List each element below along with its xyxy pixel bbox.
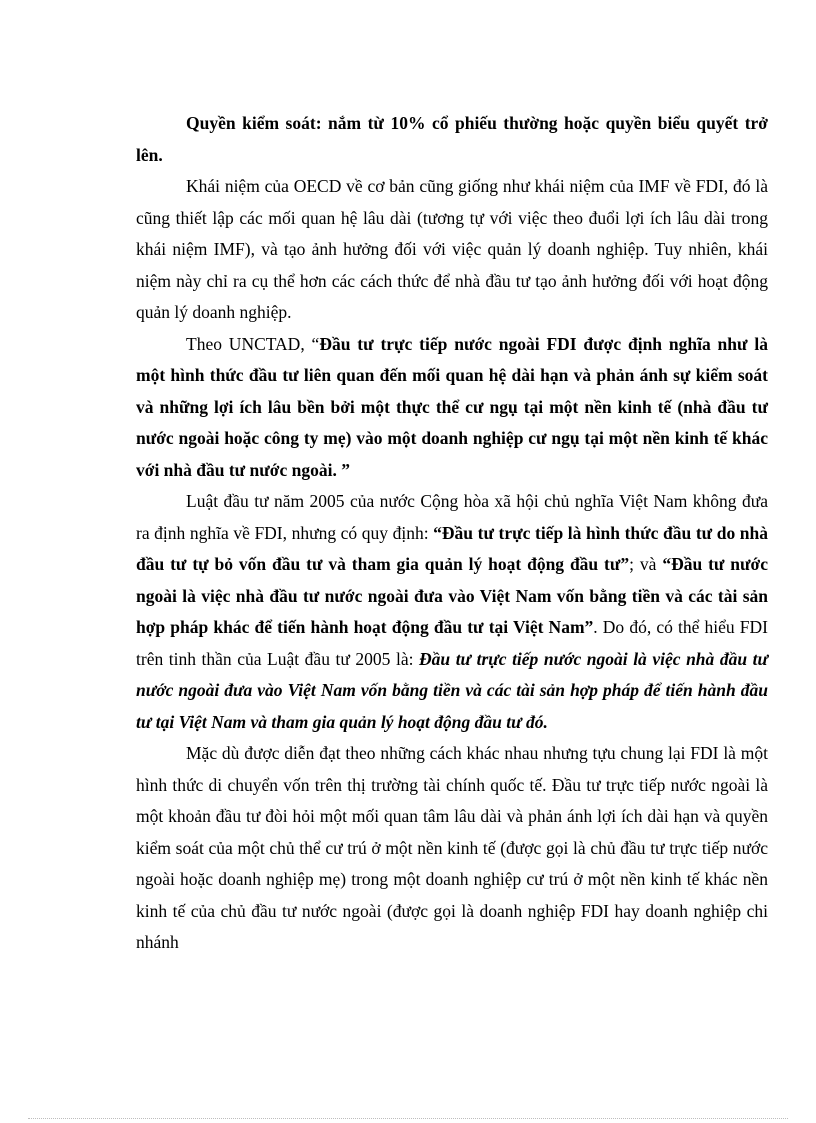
unctad-intro-text: Theo UNCTAD, “ [186,333,320,354]
paragraph-unctad-definition [136,329,768,487]
page-bottom-rule [28,1118,788,1119]
law-intro-text: Luật đầu tư năm 2005 của nước Cộng hòa xã hội chủ nghĩa Việt Nam không đưa ra định nghĩa về FDI, nhưng có quy định: [136,491,768,543]
document-page [136,108,768,959]
unctad-definition-quote: Đầu tư trực tiếp nước ngoài FDI được định nghĩa như là một hình thức đầu tư liên quan đến mối quan hệ dài hạn và phản ánh sự kiểm soát và những lợi ích lâu bền bởi một thực thể cư ngụ tại một nền kinh tế (nhà đầu tư nước ngoài hoặc công ty mẹ) vào một doanh nghiệp cư ngụ tại một nền kinh tế khác với nhà đầu tư nước ngoài. ” [136,333,768,480]
paragraph-control-rights [136,108,768,171]
direct-investment-quote: “Đầu tư trực tiếp là hình thức đầu tư do nhà đầu tư tự bỏ vốn đầu tư và tham gia quản lý hoạt động đầu tư” [136,522,769,574]
control-rights-text: Quyền kiểm soát: nắm từ 10% cổ phiếu thường hoặc quyền biểu quyết trở lên. [136,113,768,165]
paragraph-oecd-definition [136,171,768,329]
fdi-law-interpretation: Đầu tư trực tiếp nước ngoài là việc nhà đầu tư nước ngoài đưa vào Việt Nam vốn bằng tiền và các tài sản hợp pháp để tiến hành đầu tư tại Việt Nam và tham gia quản lý hoạt động đầu tư đó. [136,648,768,732]
fdi-summary-text: Mặc dù được diễn đạt theo những cách khác nhau nhưng tựu chung lại FDI là một hình thức di chuyển vốn trên thị trường tài chính quốc tế. Đầu tư trực tiếp nước ngoài là một khoản đầu tư đòi hỏi một mối quan tâm lâu dài và phản ánh lợi ích dài hạn và quyền kiểm soát của một chủ thể cư trú ở một nền kinh tế (được gọi là chủ đầu tư trực tiếp nước ngoài hoặc doanh nghiệp mẹ) trong một doanh nghiệp cư trú ở một nền kinh tế khác nền kinh tế của chủ đầu tư nước ngoài (được gọi là doanh nghiệp FDI hay doanh nghiệp chi nhánh [136,743,768,952]
law-connector-text: ; và [629,554,663,574]
paragraph-fdi-summary [136,738,768,959]
oecd-definition-text: Khái niệm của OECD về cơ bản cũng giống như khái niệm của IMF về FDI, đó là cũng thiết lập các mối quan hệ lâu dài (tương tự với việc theo đuổi lợi ích lâu dài trong khái niệm IMF), và tạo ảnh hưởng đối với việc quản lý doanh nghiệp. Tuy nhiên, khái niệm này chỉ ra cụ thể hơn các cách thức để nhà đầu tư tạo ảnh hưởng đối với hoạt động quản lý doanh nghiệp. [136,176,768,322]
law-conclusion-text: . Do đó, có thể hiểu FDI trên tinh thần của Luật đầu tư 2005 là: [136,617,768,669]
foreign-investment-quote: “Đầu tư nước ngoài là việc nhà đầu tư nước ngoài đưa vào Việt Nam vốn bằng tiền và các tài sản hợp pháp khác để tiến hành hoạt động đầu tư tại Việt Nam” [136,554,768,637]
paragraph-investment-law-2005 [136,486,768,738]
